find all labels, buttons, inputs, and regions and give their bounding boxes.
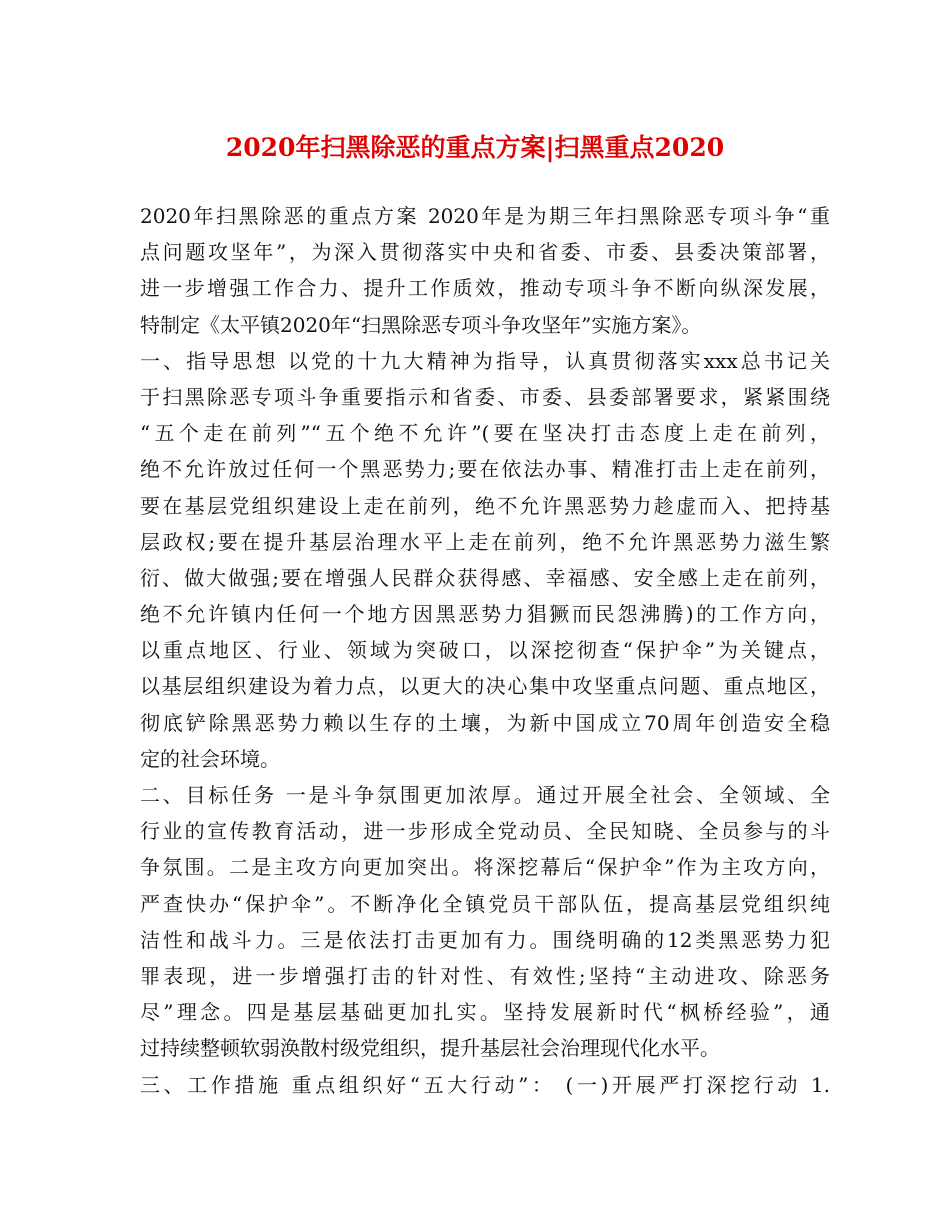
body-line: 争氛围。二是主攻方向更加突出。将深挖幕后“保护伞”作为主攻方向，: [140, 855, 830, 880]
body-line: 于扫黑除恶专项斗争重要指示和省委、市委、县委部署要求，紧紧围绕: [140, 384, 830, 409]
body-line: 绝不允许放过任何一个黑恶势力;要在依法办事、精准打击上走在前列，: [140, 457, 830, 482]
body-line: 衍、做大做强;要在增强人民群众获得感、幸福感、安全感上走在前列，: [140, 565, 830, 590]
body-line: 特制定《太平镇2020年“扫黑除恶专项斗争攻坚年”实施方案》。: [140, 312, 702, 337]
body-line: 洁性和战斗力。三是依法打击更加有力。围绕明确的12类黑恶势力犯: [140, 927, 830, 952]
body-line: 罪表现，进一步增强打击的针对性、有效性;坚持“主动进攻、除恶务: [140, 963, 830, 988]
body-line: 绝不允许镇内任何一个地方因黑恶势力猖獗而民怨沸腾)的工作方向，: [140, 602, 830, 627]
body-line: 三、工作措施 重点组织好“五大行动”： (一)开展严打深挖行动 1.: [140, 1072, 830, 1097]
body-line: 尽”理念。四是基层基础更加扎实。坚持发展新时代“枫桥经验”，通: [140, 1000, 830, 1025]
body-line: 点问题攻坚年”，为深入贯彻落实中央和省委、市委、县委决策部署，: [140, 240, 830, 265]
body-line: 一、指导思想 以党的十九大精神为指导，认真贯彻落实xxx总书记关: [140, 348, 830, 373]
body-line: 2020年扫黑除恶的重点方案 2020年是为期三年扫黑除恶专项斗争“重: [140, 204, 830, 228]
body-line: 严查快办“保护伞”。不断净化全镇党员干部队伍，提高基层党组织纯: [140, 891, 830, 916]
body-line: 以重点地区、行业、领域为突破口，以深挖彻查“保护伞”为关键点，: [140, 638, 830, 663]
body-line: 以基层组织建设为着力点，以更大的决心集中攻坚重点问题、重点地区，: [140, 674, 830, 699]
body-line: 过持续整顿软弱涣散村级党组织，提升基层社会治理现代化水平。: [140, 1036, 720, 1061]
document-title: 2020年扫黑除恶的重点方案|扫黑重点2020: [225, 133, 725, 162]
body-line: 二、目标任务 一是斗争氛围更加浓厚。通过开展全社会、全领域、全: [140, 783, 830, 807]
document-body: [140, 198, 830, 1103]
body-line: 要在基层党组织建设上走在前列，绝不允许黑恶势力趁虚而入、把持基: [140, 493, 830, 518]
body-line: “五个走在前列”“五个绝不允许”(要在坚决打击态度上走在前列，: [140, 421, 830, 446]
body-line: 彻底铲除黑恶势力赖以生存的土壤，为新中国成立70周年创造安全稳: [140, 710, 830, 735]
body-line: 进一步增强工作合力、提升工作质效，推动专项斗争不断向纵深发展，: [140, 276, 830, 301]
body-line: 定的社会环境。: [140, 746, 280, 771]
body-line: 行业的宣传教育活动，进一步形成全党动员、全民知晓、全员参与的斗: [140, 819, 830, 844]
body-line: 层政权;要在提升基层治理水平上走在前列，绝不允许黑恶势力滋生繁: [140, 529, 830, 554]
